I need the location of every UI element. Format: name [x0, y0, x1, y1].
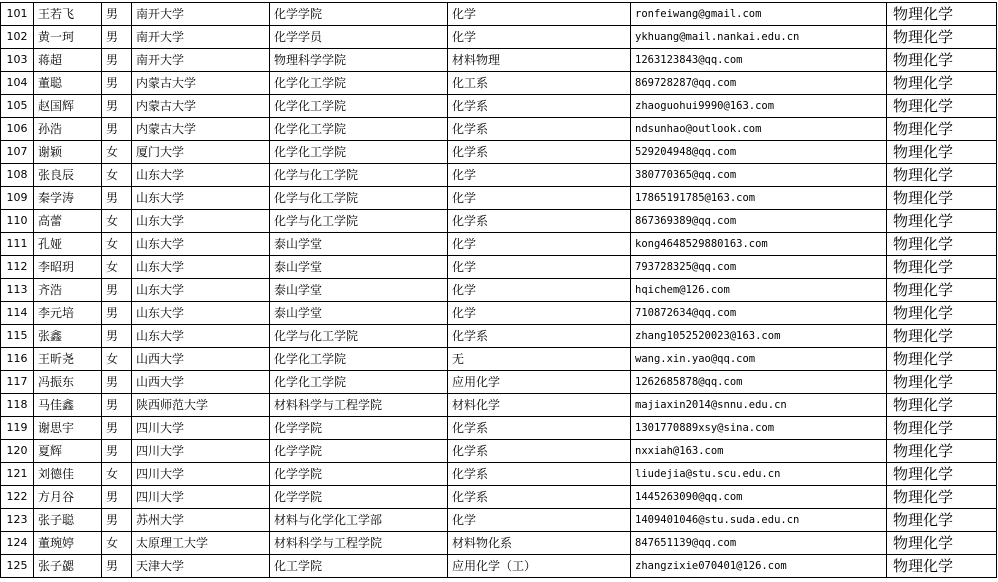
field-cell[interactable]: 物理化学 [887, 325, 997, 348]
email-cell[interactable]: liudejia@stu.scu.edu.cn [631, 463, 887, 486]
university-cell[interactable]: 山东大学 [132, 279, 270, 302]
college-cell[interactable]: 化学与化工学院 [270, 187, 448, 210]
university-cell[interactable]: 山东大学 [132, 233, 270, 256]
name-cell[interactable]: 李元培 [34, 302, 102, 325]
field-cell[interactable]: 物理化学 [887, 141, 997, 164]
row-number-cell[interactable]: 114 [1, 302, 34, 325]
row-number-cell[interactable]: 110 [1, 210, 34, 233]
name-cell[interactable]: 孔娅 [34, 233, 102, 256]
name-cell[interactable]: 蒋超 [34, 49, 102, 72]
major-cell[interactable]: 化学 [448, 164, 631, 187]
field-cell[interactable]: 物理化学 [887, 279, 997, 302]
name-cell[interactable]: 王昕尧 [34, 348, 102, 371]
email-cell[interactable]: kong4648529880163.com [631, 233, 887, 256]
name-cell[interactable]: 董聪 [34, 72, 102, 95]
row-number-cell[interactable]: 116 [1, 348, 34, 371]
row-number-cell[interactable]: 122 [1, 486, 34, 509]
major-cell[interactable]: 化学系 [448, 141, 631, 164]
name-cell[interactable]: 董琬婷 [34, 532, 102, 555]
major-cell[interactable]: 化学系 [448, 417, 631, 440]
college-cell[interactable]: 泰山学堂 [270, 302, 448, 325]
gender-cell[interactable]: 男 [102, 26, 132, 49]
table-row [1, 463, 997, 486]
table-row [1, 233, 997, 256]
email-cell[interactable]: zhang1052520023@163.com [631, 325, 887, 348]
name-cell[interactable]: 高蕾 [34, 210, 102, 233]
college-cell[interactable]: 化学学院 [270, 440, 448, 463]
email-cell[interactable]: 17865191785@163.com [631, 187, 887, 210]
name-cell[interactable]: 李昭玥 [34, 256, 102, 279]
field-cell[interactable]: 物理化学 [887, 164, 997, 187]
table-row [1, 417, 997, 440]
email-cell[interactable]: 1301770889xsy@sina.com [631, 417, 887, 440]
row-number-cell[interactable]: 120 [1, 440, 34, 463]
major-cell[interactable]: 应用化学（工） [448, 555, 631, 578]
row-number-cell[interactable]: 106 [1, 118, 34, 141]
table-row [1, 256, 997, 279]
field-cell[interactable]: 物理化学 [887, 394, 997, 417]
email-cell[interactable]: 1262685878@qq.com [631, 371, 887, 394]
row-number-cell[interactable]: 108 [1, 164, 34, 187]
university-cell[interactable]: 厦门大学 [132, 141, 270, 164]
university-cell[interactable]: 四川大学 [132, 463, 270, 486]
university-cell[interactable]: 内蒙古大学 [132, 118, 270, 141]
field-cell[interactable]: 物理化学 [887, 417, 997, 440]
table-row [1, 325, 997, 348]
table-row [1, 555, 997, 578]
major-cell[interactable]: 化学 [448, 279, 631, 302]
name-cell[interactable]: 齐浩 [34, 279, 102, 302]
field-cell[interactable]: 物理化学 [887, 440, 997, 463]
table-row [1, 95, 997, 118]
row-number-cell[interactable]: 109 [1, 187, 34, 210]
gender-cell[interactable]: 男 [102, 394, 132, 417]
major-cell[interactable]: 材料化学 [448, 394, 631, 417]
email-cell[interactable]: ronfeiwang@gmail.com [631, 3, 887, 26]
table-row [1, 279, 997, 302]
row-number-cell[interactable]: 121 [1, 463, 34, 486]
major-cell[interactable]: 化学系 [448, 325, 631, 348]
university-cell[interactable]: 山西大学 [132, 348, 270, 371]
major-cell[interactable]: 材料物理 [448, 49, 631, 72]
college-cell[interactable]: 化学与化工学院 [270, 164, 448, 187]
email-cell[interactable]: nxxiah@163.com [631, 440, 887, 463]
table-row [1, 210, 997, 233]
university-cell[interactable]: 山东大学 [132, 187, 270, 210]
university-cell[interactable]: 南开大学 [132, 26, 270, 49]
college-cell[interactable]: 化学学院 [270, 3, 448, 26]
college-cell[interactable]: 化学化工学院 [270, 348, 448, 371]
major-cell[interactable]: 化学 [448, 187, 631, 210]
gender-cell[interactable]: 女 [102, 256, 132, 279]
name-cell[interactable]: 冯振东 [34, 371, 102, 394]
row-number-cell[interactable]: 107 [1, 141, 34, 164]
name-cell[interactable]: 赵国辉 [34, 95, 102, 118]
email-cell[interactable]: majiaxin2014@snnu.edu.cn [631, 394, 887, 417]
row-number-cell[interactable]: 124 [1, 532, 34, 555]
gender-cell[interactable]: 男 [102, 440, 132, 463]
college-cell[interactable]: 化学学员 [270, 26, 448, 49]
name-cell[interactable]: 秦学涛 [34, 187, 102, 210]
college-cell[interactable]: 化学与化工学院 [270, 325, 448, 348]
university-cell[interactable]: 四川大学 [132, 417, 270, 440]
gender-cell[interactable]: 男 [102, 187, 132, 210]
college-cell[interactable]: 泰山学堂 [270, 256, 448, 279]
gender-cell[interactable]: 女 [102, 463, 132, 486]
row-number-cell[interactable]: 104 [1, 72, 34, 95]
gender-cell[interactable]: 女 [102, 164, 132, 187]
field-cell[interactable]: 物理化学 [887, 118, 997, 141]
name-cell[interactable]: 张子聪 [34, 509, 102, 532]
field-cell[interactable]: 物理化学 [887, 302, 997, 325]
table-row [1, 394, 997, 417]
university-cell[interactable]: 太原理工大学 [132, 532, 270, 555]
field-cell[interactable]: 物理化学 [887, 26, 997, 49]
gender-cell[interactable]: 男 [102, 118, 132, 141]
field-cell[interactable]: 物理化学 [887, 348, 997, 371]
major-cell[interactable]: 化学系 [448, 463, 631, 486]
university-cell[interactable]: 山东大学 [132, 325, 270, 348]
name-cell[interactable]: 张鑫 [34, 325, 102, 348]
major-cell[interactable]: 材料物化系 [448, 532, 631, 555]
field-cell[interactable]: 物理化学 [887, 486, 997, 509]
email-cell[interactable]: 1445263090@qq.com [631, 486, 887, 509]
gender-cell[interactable]: 男 [102, 555, 132, 578]
email-cell[interactable]: ykhuang@mail.nankai.edu.cn [631, 26, 887, 49]
field-cell[interactable]: 物理化学 [887, 49, 997, 72]
row-number-cell[interactable]: 117 [1, 371, 34, 394]
row-number-cell[interactable]: 105 [1, 95, 34, 118]
table-row [1, 72, 997, 95]
table-row [1, 26, 997, 49]
table-row [1, 164, 997, 187]
gender-cell[interactable]: 男 [102, 417, 132, 440]
name-cell[interactable]: 孙浩 [34, 118, 102, 141]
table-body [1, 3, 997, 578]
major-cell[interactable]: 化学系 [448, 118, 631, 141]
name-cell[interactable]: 黄一珂 [34, 26, 102, 49]
field-cell[interactable]: 物理化学 [887, 187, 997, 210]
email-cell[interactable]: hqichem@126.com [631, 279, 887, 302]
field-cell[interactable]: 物理化学 [887, 3, 997, 26]
email-cell[interactable]: zhangzixie070401@126.com [631, 555, 887, 578]
university-cell[interactable]: 山东大学 [132, 164, 270, 187]
row-number-cell[interactable]: 111 [1, 233, 34, 256]
table-row [1, 532, 997, 555]
college-cell[interactable]: 化学化工学院 [270, 72, 448, 95]
email-cell[interactable]: wang.xin.yao@qq.com [631, 348, 887, 371]
university-cell[interactable]: 四川大学 [132, 440, 270, 463]
college-cell[interactable]: 化学化工学院 [270, 118, 448, 141]
major-cell[interactable]: 无 [448, 348, 631, 371]
major-cell[interactable]: 化工系 [448, 72, 631, 95]
university-cell[interactable]: 陕西师范大学 [132, 394, 270, 417]
major-cell[interactable]: 化学 [448, 509, 631, 532]
field-cell[interactable]: 物理化学 [887, 555, 997, 578]
name-cell[interactable]: 方月谷 [34, 486, 102, 509]
gender-cell[interactable]: 男 [102, 325, 132, 348]
field-cell[interactable]: 物理化学 [887, 210, 997, 233]
email-cell[interactable]: 869728287@qq.com [631, 72, 887, 95]
college-cell[interactable]: 材料与化学化工学部 [270, 509, 448, 532]
college-cell[interactable]: 化学学院 [270, 463, 448, 486]
row-number-cell[interactable]: 119 [1, 417, 34, 440]
row-number-cell[interactable]: 113 [1, 279, 34, 302]
table-row [1, 302, 997, 325]
college-cell[interactable]: 泰山学堂 [270, 279, 448, 302]
field-cell[interactable]: 物理化学 [887, 72, 997, 95]
field-cell[interactable]: 物理化学 [887, 371, 997, 394]
college-cell[interactable]: 化学与化工学院 [270, 210, 448, 233]
name-cell[interactable]: 张子勰 [34, 555, 102, 578]
field-cell[interactable]: 物理化学 [887, 256, 997, 279]
name-cell[interactable]: 张良辰 [34, 164, 102, 187]
field-cell[interactable]: 物理化学 [887, 463, 997, 486]
major-cell[interactable]: 化学系 [448, 210, 631, 233]
field-cell[interactable]: 物理化学 [887, 95, 997, 118]
college-cell[interactable]: 化工学院 [270, 555, 448, 578]
major-cell[interactable]: 化学系 [448, 486, 631, 509]
email-cell[interactable]: 529204948@qq.com [631, 141, 887, 164]
gender-cell[interactable]: 男 [102, 3, 132, 26]
gender-cell[interactable]: 男 [102, 486, 132, 509]
row-number-cell[interactable]: 118 [1, 394, 34, 417]
college-cell[interactable]: 化学化工学院 [270, 95, 448, 118]
table-row [1, 187, 997, 210]
table-row [1, 141, 997, 164]
major-cell[interactable]: 化学 [448, 26, 631, 49]
college-cell[interactable]: 材料科学与工程学院 [270, 532, 448, 555]
table-row [1, 118, 997, 141]
table-row [1, 348, 997, 371]
email-cell[interactable]: 380770365@qq.com [631, 164, 887, 187]
name-cell[interactable]: 谢颖 [34, 141, 102, 164]
major-cell[interactable]: 化学 [448, 256, 631, 279]
gender-cell[interactable]: 女 [102, 141, 132, 164]
email-cell[interactable]: 793728325@qq.com [631, 256, 887, 279]
name-cell[interactable]: 刘德佳 [34, 463, 102, 486]
major-cell[interactable]: 化学 [448, 233, 631, 256]
gender-cell[interactable]: 男 [102, 49, 132, 72]
name-cell[interactable]: 谢思宇 [34, 417, 102, 440]
name-cell[interactable]: 夏辉 [34, 440, 102, 463]
university-cell[interactable]: 南开大学 [132, 3, 270, 26]
field-cell[interactable]: 物理化学 [887, 532, 997, 555]
name-cell[interactable]: 马佳鑫 [34, 394, 102, 417]
major-cell[interactable]: 化学系 [448, 440, 631, 463]
row-number-cell[interactable]: 101 [1, 3, 34, 26]
gender-cell[interactable]: 女 [102, 532, 132, 555]
major-cell[interactable]: 化学 [448, 302, 631, 325]
row-number-cell[interactable]: 112 [1, 256, 34, 279]
university-cell[interactable]: 内蒙古大学 [132, 95, 270, 118]
college-cell[interactable]: 化学化工学院 [270, 371, 448, 394]
email-cell[interactable]: 1263123843@qq.com [631, 49, 887, 72]
major-cell[interactable]: 应用化学 [448, 371, 631, 394]
email-cell[interactable]: 1409401046@stu.suda.edu.cn [631, 509, 887, 532]
email-cell[interactable]: 867369389@qq.com [631, 210, 887, 233]
row-number-cell[interactable]: 123 [1, 509, 34, 532]
row-number-cell[interactable]: 125 [1, 555, 34, 578]
college-cell[interactable]: 材料科学与工程学院 [270, 394, 448, 417]
table-row [1, 509, 997, 532]
table-row [1, 49, 997, 72]
gender-cell[interactable]: 男 [102, 371, 132, 394]
college-cell[interactable]: 物理科学学院 [270, 49, 448, 72]
row-number-cell[interactable]: 103 [1, 49, 34, 72]
table-row [1, 371, 997, 394]
university-cell[interactable]: 内蒙古大学 [132, 72, 270, 95]
row-number-cell[interactable]: 115 [1, 325, 34, 348]
table-row [1, 486, 997, 509]
major-cell[interactable]: 化学 [448, 3, 631, 26]
email-cell[interactable]: 847651139@qq.com [631, 532, 887, 555]
gender-cell[interactable]: 男 [102, 302, 132, 325]
major-cell[interactable]: 化学系 [448, 95, 631, 118]
college-cell[interactable]: 化学学院 [270, 486, 448, 509]
university-cell[interactable]: 山东大学 [132, 256, 270, 279]
email-cell[interactable]: 710872634@qq.com [631, 302, 887, 325]
table-row [1, 3, 997, 26]
university-cell[interactable]: 南开大学 [132, 49, 270, 72]
university-cell[interactable]: 天津大学 [132, 555, 270, 578]
gender-cell[interactable]: 男 [102, 509, 132, 532]
field-cell[interactable]: 物理化学 [887, 233, 997, 256]
university-cell[interactable]: 苏州大学 [132, 509, 270, 532]
field-cell[interactable]: 物理化学 [887, 509, 997, 532]
gender-cell[interactable]: 男 [102, 95, 132, 118]
table-row [1, 440, 997, 463]
college-cell[interactable]: 化学化工学院 [270, 141, 448, 164]
gender-cell[interactable]: 女 [102, 348, 132, 371]
college-cell[interactable]: 化学学院 [270, 417, 448, 440]
university-cell[interactable]: 山西大学 [132, 371, 270, 394]
row-number-cell[interactable]: 102 [1, 26, 34, 49]
university-cell[interactable]: 四川大学 [132, 486, 270, 509]
gender-cell[interactable]: 男 [102, 279, 132, 302]
gender-cell[interactable]: 男 [102, 72, 132, 95]
gender-cell[interactable]: 女 [102, 210, 132, 233]
student-table [0, 2, 997, 578]
name-cell[interactable]: 王若飞 [34, 3, 102, 26]
gender-cell[interactable]: 女 [102, 233, 132, 256]
email-cell[interactable]: ndsunhao@outlook.com [631, 118, 887, 141]
email-cell[interactable]: zhaoguohui9990@163.com [631, 95, 887, 118]
university-cell[interactable]: 山东大学 [132, 210, 270, 233]
college-cell[interactable]: 泰山学堂 [270, 233, 448, 256]
university-cell[interactable]: 山东大学 [132, 302, 270, 325]
